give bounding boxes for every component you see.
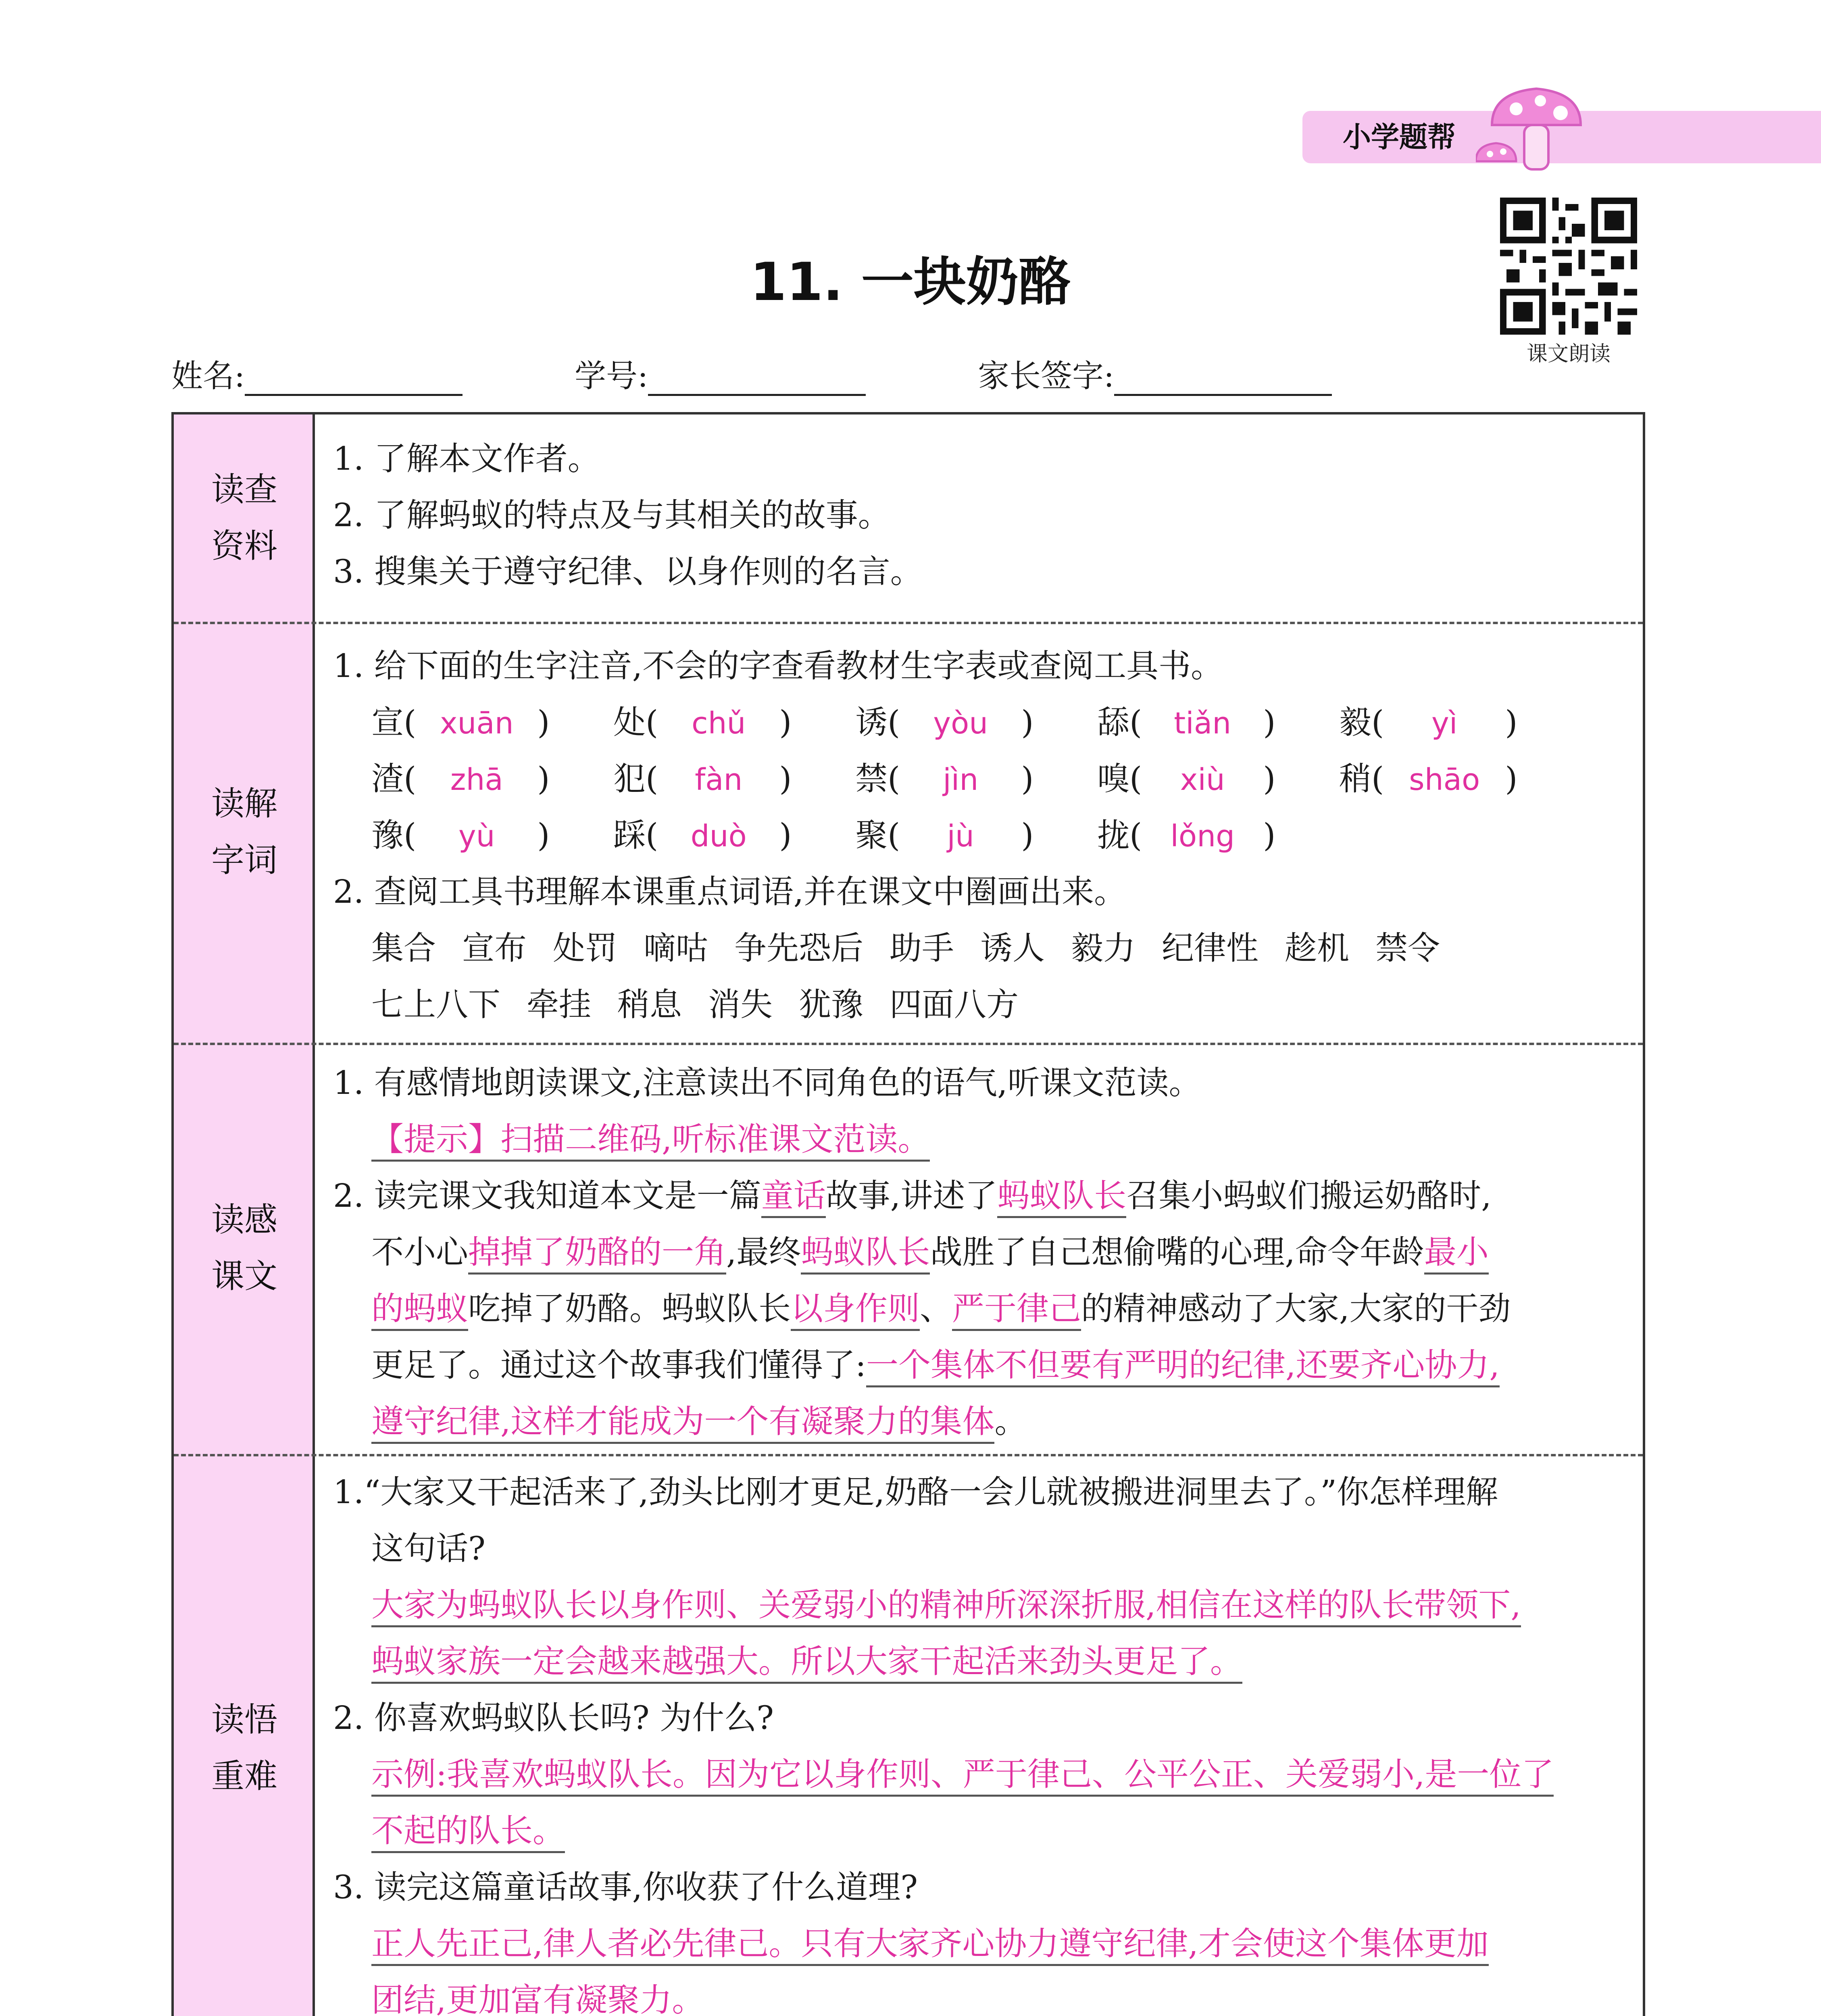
pinyin-item: 诱( yòu )	[855, 694, 1097, 751]
vocab-word: 七上八下	[371, 986, 500, 1023]
character: 嗅	[1097, 760, 1129, 798]
mushroom-icon	[1476, 65, 1613, 181]
parent-signature-field[interactable]	[978, 351, 1332, 396]
pinyin-answer[interactable]: yòu	[933, 706, 988, 741]
pinyin-item: 禁( jìn )	[855, 751, 1097, 807]
character: 拢	[1097, 816, 1129, 854]
character: 豫	[371, 816, 404, 854]
pinyin-answer[interactable]: lǒng	[1170, 819, 1235, 854]
character: 宣	[371, 704, 404, 741]
pinyin-answer[interactable]: jù	[947, 819, 974, 854]
answer[interactable]: 以身作则	[791, 1290, 920, 1331]
section-content	[333, 431, 1625, 600]
answer[interactable]: 最小	[1424, 1233, 1489, 1275]
pinyin-answer[interactable]: duò	[690, 819, 747, 854]
list-item: 1. 了解本文作者。	[333, 440, 600, 477]
number-blank[interactable]	[648, 366, 866, 396]
fill-line: 的蚂蚁吃掉了奶酪。蚂蚁队长以身作则、严于律己的精神感动了大家,大家的干劲	[333, 1281, 1625, 1337]
character: 稍	[1339, 760, 1371, 798]
answer[interactable]: 的蚂蚁	[371, 1290, 468, 1331]
character: 舔	[1097, 704, 1129, 741]
character: 诱	[855, 704, 888, 741]
pinyin-answer[interactable]: yì	[1431, 706, 1458, 741]
vocab-word: 四面八方	[890, 986, 1019, 1023]
pinyin-item: 踩( duò )	[613, 807, 855, 864]
number-field[interactable]	[575, 351, 866, 396]
answer[interactable]: 遵守纪律,这样才能成为一个有凝聚力的集体	[371, 1403, 994, 1444]
pinyin-item: 嗅( xiù )	[1097, 751, 1339, 807]
vocab-word: 牵挂	[527, 986, 591, 1023]
vocab-word: 处罚	[553, 929, 617, 967]
word-list	[333, 977, 1625, 1033]
pinyin-item: 聚( jù )	[855, 807, 1097, 864]
brand-label: 小学题帮	[1343, 121, 1456, 154]
pinyin-answer[interactable]: xiù	[1180, 762, 1225, 797]
name-field[interactable]	[171, 351, 463, 396]
qr-caption: 课文朗读	[1526, 342, 1611, 366]
page-title: 11. 一块奶酪	[750, 251, 1071, 312]
number-label: 学号:	[575, 358, 648, 394]
question-3: 3. 读完这篇童话故事,你收获了什么道理?	[333, 1868, 918, 1906]
pinyin-answer[interactable]: xuān	[440, 706, 514, 741]
section-content	[333, 1464, 1625, 2016]
hint-text: 【提示】扫描二维码,听标准课文范读。	[333, 1111, 1625, 1168]
section-content	[333, 1055, 1625, 1450]
answer[interactable]: 一个集体不但要有严明的纪律,还要齐心协力,	[866, 1346, 1500, 1387]
answer-line[interactable]: 大家为蚂蚁队长以身作则、关爱弱小的精神所深深折服,相信在这样的队长带领下,	[333, 1577, 1625, 1633]
section-label: 读感 课文	[211, 1201, 277, 1295]
name-blank[interactable]	[245, 366, 463, 396]
vocab-word: 趁机	[1285, 929, 1349, 967]
vocab-word: 犹豫	[799, 986, 863, 1023]
pinyin-answer[interactable]: jìn	[943, 762, 979, 797]
section-research	[174, 414, 1643, 622]
vocab-word: 助手	[890, 929, 954, 967]
character: 聚	[855, 816, 888, 854]
answer[interactable]: 掉掉了奶酪的一角	[468, 1233, 726, 1275]
answer[interactable]: 蚂蚁队长	[997, 1177, 1126, 1218]
pinyin-answer[interactable]: tiǎn	[1174, 706, 1231, 741]
question-1: 1. 有感情地朗读课文,注意读出不同角色的语气,听课文范读。	[333, 1064, 1201, 1102]
pinyin-item: 舔( tiǎn )	[1097, 694, 1339, 751]
worksheet-table	[171, 412, 1645, 2016]
pinyin-item: 处( chǔ )	[613, 694, 855, 751]
character: 犯	[613, 760, 646, 798]
pinyin-answer[interactable]: shāo	[1409, 762, 1480, 797]
character: 踩	[613, 816, 646, 854]
vocab-word: 嘀咕	[644, 929, 708, 967]
section-label: 读查 资料	[211, 471, 277, 565]
vocab-word: 争先恐后	[734, 929, 863, 967]
fill-line: 2. 读完课文我知道本文是一篇童话故事,讲述了蚂蚁队长召集小蚂蚁们搬运奶酪时,	[333, 1168, 1625, 1224]
question-2: 2. 你喜欢蚂蚁队长吗? 为什么?	[333, 1699, 774, 1737]
answer[interactable]: 严于律己	[952, 1290, 1081, 1331]
parent-signature-blank[interactable]	[1114, 366, 1332, 396]
section-label: 读悟 重难	[211, 1701, 277, 1795]
pinyin-item: 稍( shāo )	[1339, 751, 1581, 807]
vocab-word: 消失	[708, 986, 773, 1023]
parent-signature-label: 家长签字:	[978, 358, 1115, 394]
answer[interactable]: 蚂蚁队长	[801, 1233, 930, 1275]
vocab-word: 禁令	[1375, 929, 1440, 967]
vocab-word: 宣布	[462, 929, 527, 967]
section-text-feeling	[174, 1043, 1643, 1454]
pinyin-answer[interactable]: yù	[458, 819, 495, 854]
pinyin-answer[interactable]: chǔ	[691, 706, 746, 741]
list-item: 3. 搜集关于遵守纪律、以身作则的名言。	[333, 553, 923, 590]
answer-line[interactable]: 正人先正己,律人者必先律己。只有大家齐心协力遵守纪律,才会使这个集体更加	[333, 1916, 1625, 1972]
vocab-word: 毅力	[1071, 929, 1136, 967]
vocab-word: 稍息	[617, 986, 682, 1023]
pinyin-row	[333, 807, 1625, 864]
answer-line[interactable]: 不起的队长。	[333, 1803, 1625, 1859]
answer-line[interactable]: 示例:我喜欢蚂蚁队长。因为它以身作则、严于律己、公平公正、关爱弱小,是一位了	[333, 1746, 1625, 1803]
question-2: 2. 查阅工具书理解本课重点词语,并在课文中圈画出来。	[333, 873, 1127, 910]
pinyin-row	[333, 694, 1625, 751]
vocab-word: 纪律性	[1162, 929, 1258, 967]
word-list	[333, 920, 1625, 977]
pinyin-grid	[333, 694, 1625, 864]
pinyin-item: 渣( zhā )	[371, 751, 613, 807]
section-content	[333, 638, 1625, 1033]
list-item: 2. 了解蚂蚁的特点及与其相关的故事。	[333, 496, 890, 534]
answer[interactable]: 童话	[761, 1177, 826, 1218]
name-label: 姓名:	[171, 358, 245, 394]
pinyin-row	[333, 751, 1625, 807]
pinyin-item: 宣( xuān )	[371, 694, 613, 751]
vocab-word: 集合	[371, 929, 436, 967]
fill-line: 不小心掉掉了奶酪的一角,最终蚂蚁队长战胜了自己想偷嘴的心理,命令年龄最小	[333, 1224, 1625, 1281]
fill-line: 更足了。通过这个故事我们懂得了:一个集体不但要有严明的纪律,还要齐心协力,	[333, 1337, 1625, 1393]
pinyin-answer[interactable]: zhā	[450, 762, 503, 797]
fill-line: 遵守纪律,这样才能成为一个有凝聚力的集体。	[333, 1393, 1625, 1450]
question-1: 1.“大家又干起活来了,劲头比刚才更足,奶酪一会儿就被搬进洞里去了。”你怎样理解	[333, 1473, 1498, 1511]
pinyin-answer[interactable]: fàn	[695, 762, 743, 797]
character: 渣	[371, 760, 404, 798]
section-key-points	[174, 1454, 1643, 2016]
pinyin-item: 毅( yì )	[1339, 694, 1581, 751]
character: 处	[613, 704, 646, 741]
answer-line[interactable]: 蚂蚁家族一定会越来越强大。所以大家干起活来劲头更足了。	[333, 1633, 1625, 1690]
character: 毅	[1339, 704, 1371, 741]
question-1-cont: 这句话?	[371, 1530, 485, 1567]
character: 禁	[855, 760, 888, 798]
section-vocabulary	[174, 622, 1643, 1043]
pinyin-item: 豫( yù )	[371, 807, 613, 864]
vocab-word: 诱人	[980, 929, 1045, 967]
pinyin-item: 犯( fàn )	[613, 751, 855, 807]
pinyin-item: 拢( lǒng )	[1097, 807, 1339, 864]
answer-line[interactable]: 团结,更加富有凝聚力。	[333, 1972, 1625, 2016]
question-1: 1. 给下面的生字注音,不会的字查看教材生字表或查阅工具书。	[333, 647, 1223, 685]
section-label: 读解 字词	[211, 785, 277, 879]
